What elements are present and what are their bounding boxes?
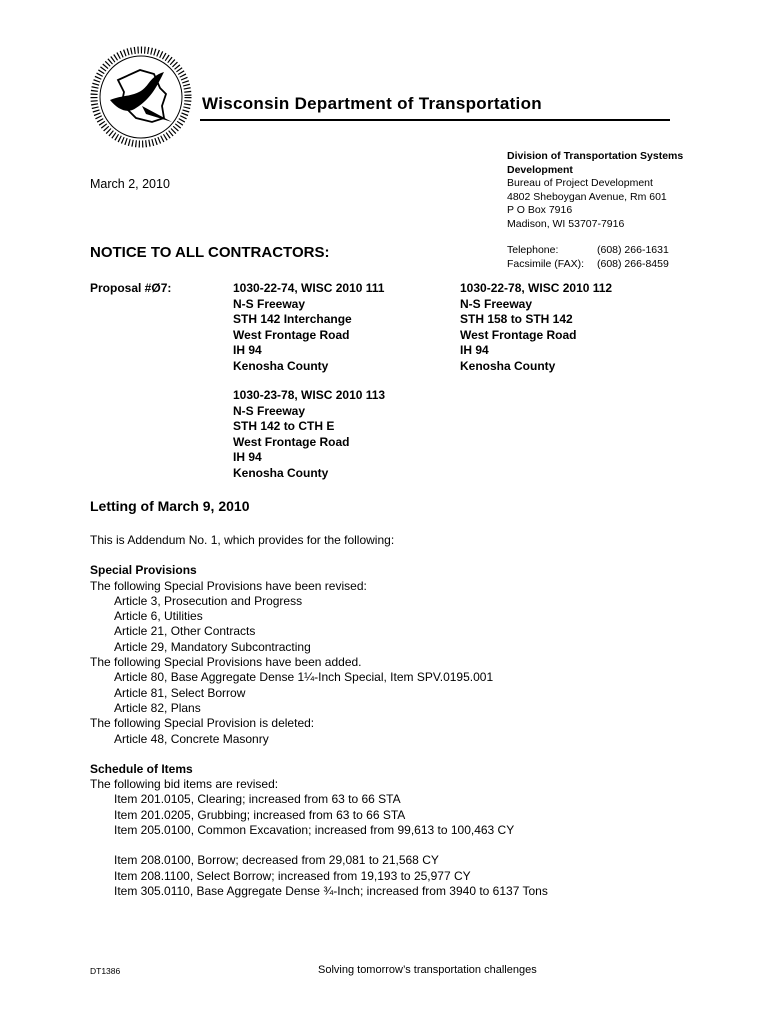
project-road: West Frontage Road [233, 327, 350, 342]
letter-date: March 2, 2010 [90, 177, 170, 191]
project-county: Kenosha County [233, 465, 329, 480]
project-limits: STH 158 to STH 142 [460, 312, 573, 327]
list-item: Item 205.0100, Common Excavation; increased from 99,613 to 100,463 CY [114, 823, 515, 838]
letting-title: Letting of March 9, 2010 [90, 498, 250, 514]
list-item: Article 29, Mandatory Subcontracting [114, 639, 311, 654]
project-block [233, 281, 384, 375]
schedule-intro: The following bid items are revised: [90, 777, 279, 792]
project-block [233, 388, 385, 482]
proposal-label: Proposal #Ø7: [90, 281, 172, 295]
list-item: Article 81, Select Borrow [114, 685, 246, 700]
street-address: 4802 Sheboygan Avenue, Rm 601 [507, 190, 667, 203]
list-item: Item 201.0205, Grubbing; increased from 63 to 66 STA [114, 807, 406, 822]
header-rule [200, 119, 670, 121]
project-highway: IH 94 [233, 450, 262, 465]
project-block [460, 281, 612, 375]
list-item: Item 208.0100, Borrow; decreased from 29,081 to 21,568 CY [114, 853, 439, 868]
telephone-value: (608) 266-1631 [597, 244, 669, 256]
project-road: West Frontage Road [233, 434, 350, 449]
list-item: Article 21, Other Contracts [114, 624, 256, 639]
added-intro: The following Special Provisions have been added. [90, 655, 362, 670]
agency-name: Wisconsin Department of Transportation [202, 94, 542, 113]
list-item: Article 82, Plans [114, 700, 201, 715]
project-road: West Frontage Road [460, 327, 577, 342]
telephone-label: Telephone: [507, 244, 559, 256]
project-route: N-S Freeway [460, 296, 533, 311]
list-item: Article 48, Concrete Masonry [114, 731, 269, 746]
list-item: Item 201.0105, Clearing; increased from 63 to 66 STA [114, 792, 401, 807]
fax-value: (608) 266-8459 [597, 257, 669, 270]
division-address-block [507, 150, 707, 232]
list-item: Item 208.1100, Select Borrow; increased from 19,193 to 25,977 CY [114, 868, 471, 883]
addendum-body [90, 533, 710, 899]
form-code: DT1386 [90, 966, 121, 976]
division-name-line1: Division of Transportation Systems [507, 150, 684, 162]
list-item: Article 6, Utilities [114, 609, 203, 624]
list-item: Article 80, Base Aggregate Dense 1¼-Inch Special, Item SPV.0195.001 [114, 670, 494, 685]
project-route: N-S Freeway [233, 403, 306, 418]
revised-intro: The following Special Provisions have been revised: [90, 578, 367, 593]
deleted-intro: The following Special Provision is deleted: [90, 716, 315, 731]
notice-title: NOTICE TO ALL CONTRACTORS: [90, 244, 330, 261]
project-id: 1030-23-78, WISC 2010 113 [233, 388, 386, 402]
project-county: Kenosha County [233, 358, 329, 373]
addendum-intro: This is Addendum No. 1, which provides for the following: [90, 533, 395, 547]
footer-motto: Solving tomorrow’s transportation challenges [318, 964, 537, 976]
fax-label: Facsimile (FAX): [507, 257, 585, 270]
project-id: 1030-22-74, WISC 2010 111 [233, 281, 385, 295]
bureau-name: Bureau of Project Development [507, 177, 653, 190]
project-route: N-S Freeway [233, 296, 306, 311]
schedule-heading: Schedule of Items [90, 761, 193, 776]
project-limits: STH 142 Interchange [233, 312, 352, 327]
project-id: 1030-22-78, WISC 2010 112 [460, 281, 613, 295]
po-box: P O Box 7916 [507, 204, 573, 217]
contact-block [507, 244, 669, 271]
project-highway: IH 94 [233, 343, 262, 358]
city-state-zip: Madison, WI 53707-7916 [507, 217, 625, 230]
list-item: Article 3, Prosecution and Progress [114, 593, 303, 608]
list-item: Item 305.0110, Base Aggregate Dense ¾-Inch; increased from 3940 to 6137 Tons [114, 883, 548, 898]
project-limits: STH 142 to CTH E [233, 419, 335, 434]
project-county: Kenosha County [460, 358, 556, 373]
project-highway: IH 94 [460, 343, 489, 358]
division-name-line2: Development [507, 163, 573, 176]
special-provisions-heading: Special Provisions [90, 563, 197, 578]
wisdot-seal-icon [88, 44, 194, 150]
